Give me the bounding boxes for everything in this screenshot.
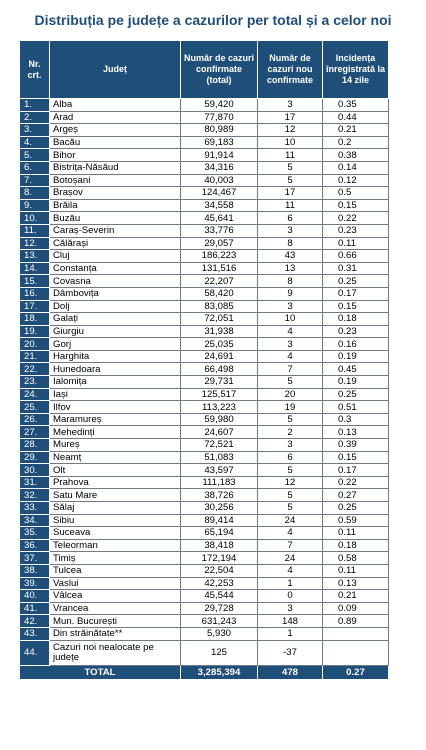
table-row	[20, 363, 389, 376]
new-cases: 1	[258, 577, 323, 590]
table-row	[20, 262, 389, 275]
incidence-14-days: 0.12	[323, 174, 389, 187]
row-number: 30.	[20, 464, 50, 477]
new-cases: 19	[258, 401, 323, 414]
table-row	[20, 187, 389, 200]
row-number: 24.	[20, 388, 50, 401]
incidence-14-days: 0.22	[323, 212, 389, 225]
new-cases: 3	[258, 300, 323, 313]
total-cases: 172,194	[181, 552, 258, 565]
total-cases: 72,521	[181, 439, 258, 452]
county-name: Ialomița	[50, 376, 181, 389]
table-row	[20, 174, 389, 187]
table-body	[20, 99, 389, 680]
new-cases: 17	[258, 111, 323, 124]
table-row	[20, 552, 389, 565]
incidence-14-days: 0.89	[323, 615, 389, 628]
row-number: 14.	[20, 262, 50, 275]
new-cases: 10	[258, 313, 323, 326]
county-name: Vâlcea	[50, 590, 181, 603]
new-cases: 20	[258, 388, 323, 401]
table-row	[20, 514, 389, 527]
county-name: Sibiu	[50, 514, 181, 527]
table-row	[20, 99, 389, 112]
incidence-14-days: 0.22	[323, 476, 389, 489]
row-number: 19.	[20, 325, 50, 338]
total-cases: 43,597	[181, 464, 258, 477]
incidence-14-days: 0.15	[323, 451, 389, 464]
total-cases: 5,930	[181, 627, 258, 640]
incidence-14-days: 0.2	[323, 136, 389, 149]
new-cases: 3	[258, 439, 323, 452]
incidence-14-days: 0.15	[323, 199, 389, 212]
total-cases: 91,914	[181, 149, 258, 162]
county-name: Olt	[50, 464, 181, 477]
county-name: Hunedoara	[50, 363, 181, 376]
row-number: 43.	[20, 627, 50, 640]
county-name: Harghita	[50, 350, 181, 363]
header-judet: Județ	[50, 41, 181, 99]
new-cases: 10	[258, 136, 323, 149]
table-row	[20, 224, 389, 237]
table-header-row	[20, 41, 389, 99]
total-cases: 125,517	[181, 388, 258, 401]
total-cases: 77,870	[181, 111, 258, 124]
total-cases: 25,035	[181, 338, 258, 351]
new-cases: 5	[258, 489, 323, 502]
county-name: Neamț	[50, 451, 181, 464]
table-row	[20, 527, 389, 540]
new-cases: 3	[258, 602, 323, 615]
table-row	[20, 136, 389, 149]
new-cases: 24	[258, 514, 323, 527]
total-cases-sum: 3,285,394	[181, 665, 258, 679]
row-number: 26.	[20, 413, 50, 426]
new-cases: 7	[258, 539, 323, 552]
table-row	[20, 502, 389, 515]
county-name: Suceava	[50, 527, 181, 540]
county-name: Vrancea	[50, 602, 181, 615]
county-name: Constanța	[50, 262, 181, 275]
header-nr: Nr. crt.	[20, 41, 50, 99]
row-number: 22.	[20, 363, 50, 376]
row-number: 37.	[20, 552, 50, 565]
table-row	[20, 464, 389, 477]
table-row	[20, 325, 389, 338]
total-cases: 69,183	[181, 136, 258, 149]
row-number: 15.	[20, 275, 50, 288]
table-row	[20, 313, 389, 326]
new-cases: 5	[258, 464, 323, 477]
new-cases: 4	[258, 564, 323, 577]
table-row	[20, 275, 389, 288]
row-number: 1.	[20, 99, 50, 112]
total-cases: 24,607	[181, 426, 258, 439]
row-number: 23.	[20, 376, 50, 389]
row-number: 2.	[20, 111, 50, 124]
table-row	[20, 111, 389, 124]
total-cases: 45,544	[181, 590, 258, 603]
county-name: Vaslui	[50, 577, 181, 590]
total-cases: 83,085	[181, 300, 258, 313]
table-row	[20, 161, 389, 174]
county-name: Prahova	[50, 476, 181, 489]
county-name: Mun. București	[50, 615, 181, 628]
incidence-14-days: 0.19	[323, 350, 389, 363]
total-new-cases: 478	[258, 665, 323, 679]
row-number: 31.	[20, 476, 50, 489]
incidence-14-days: 0.23	[323, 224, 389, 237]
new-cases: 9	[258, 287, 323, 300]
incidence-14-days: 0.11	[323, 527, 389, 540]
county-name: Cazuri noi nealocate pe județe	[50, 640, 181, 665]
new-cases: 4	[258, 325, 323, 338]
header-incidenta: Incidența înregistrată la 14 zile	[323, 41, 389, 99]
total-row	[20, 665, 389, 679]
row-number: 29.	[20, 451, 50, 464]
total-cases: 131,516	[181, 262, 258, 275]
incidence-14-days	[323, 627, 389, 640]
incidence-14-days: 0.35	[323, 99, 389, 112]
county-name: Satu Mare	[50, 489, 181, 502]
row-number: 42.	[20, 615, 50, 628]
table-row	[20, 602, 389, 615]
total-cases: 186,223	[181, 250, 258, 263]
incidence-14-days: 0.51	[323, 401, 389, 414]
county-name: Buzău	[50, 212, 181, 225]
incidence-14-days: 0.21	[323, 590, 389, 603]
incidence-14-days: 0.16	[323, 338, 389, 351]
row-number: 38.	[20, 564, 50, 577]
table-row	[20, 287, 389, 300]
county-name: Sălaj	[50, 502, 181, 515]
total-cases: 80,989	[181, 124, 258, 137]
table-row	[20, 250, 389, 263]
table-row	[20, 350, 389, 363]
new-cases: 5	[258, 413, 323, 426]
total-cases: 111,183	[181, 476, 258, 489]
new-cases: 24	[258, 552, 323, 565]
total-cases: 113,223	[181, 401, 258, 414]
table-row	[20, 300, 389, 313]
total-cases: 22,504	[181, 564, 258, 577]
total-cases: 34,316	[181, 161, 258, 174]
table-row	[20, 615, 389, 628]
county-cases-table	[19, 40, 389, 680]
table-row	[20, 124, 389, 137]
new-cases: 5	[258, 502, 323, 515]
incidence-14-days: 0.18	[323, 539, 389, 552]
new-cases: 6	[258, 451, 323, 464]
new-cases: 8	[258, 237, 323, 250]
county-name: Timiș	[50, 552, 181, 565]
table-row	[20, 564, 389, 577]
incidence-14-days: 0.31	[323, 262, 389, 275]
row-number: 32.	[20, 489, 50, 502]
incidence-14-days: 0.39	[323, 439, 389, 452]
total-cases: 30,256	[181, 502, 258, 515]
total-cases: 59,420	[181, 99, 258, 112]
county-name: Bihor	[50, 149, 181, 162]
table-row	[20, 489, 389, 502]
new-cases: 2	[258, 426, 323, 439]
county-name: Bacău	[50, 136, 181, 149]
county-name: Mehedinți	[50, 426, 181, 439]
county-name: Ilfov	[50, 401, 181, 414]
row-number: 9.	[20, 199, 50, 212]
total-cases: 34,558	[181, 199, 258, 212]
total-cases: 65,194	[181, 527, 258, 540]
total-cases: 42,253	[181, 577, 258, 590]
county-name: Cluj	[50, 250, 181, 263]
header-total: Număr de cazuri confirmate (total)	[181, 41, 258, 99]
county-name: Teleorman	[50, 539, 181, 552]
row-number: 10.	[20, 212, 50, 225]
page-title: Distribuția pe județe a cazurilor per total și a celor noi	[34, 12, 392, 28]
incidence-14-days: 0.45	[323, 363, 389, 376]
total-cases: 89,414	[181, 514, 258, 527]
row-number: 12.	[20, 237, 50, 250]
total-cases: 631,243	[181, 615, 258, 628]
row-number: 3.	[20, 124, 50, 137]
row-number: 36.	[20, 539, 50, 552]
incidence-14-days: 0.59	[323, 514, 389, 527]
table-row	[20, 426, 389, 439]
county-name: Maramureș	[50, 413, 181, 426]
incidence-14-days: 0.3	[323, 413, 389, 426]
total-incidence: 0.27	[323, 665, 389, 679]
new-cases: 8	[258, 275, 323, 288]
table-row	[20, 338, 389, 351]
incidence-14-days: 0.25	[323, 275, 389, 288]
county-name: Mureș	[50, 439, 181, 452]
row-number: 34.	[20, 514, 50, 527]
new-cases: 1	[258, 627, 323, 640]
new-cases: 3	[258, 338, 323, 351]
row-number: 35.	[20, 527, 50, 540]
new-cases: 4	[258, 527, 323, 540]
table-row	[20, 237, 389, 250]
total-cases: 72,051	[181, 313, 258, 326]
row-number: 41.	[20, 602, 50, 615]
row-number: 39.	[20, 577, 50, 590]
new-cases: 43	[258, 250, 323, 263]
county-name: Giurgiu	[50, 325, 181, 338]
table-row	[20, 439, 389, 452]
table-row	[20, 212, 389, 225]
incidence-14-days: 0.15	[323, 300, 389, 313]
county-name: Bistrița-Năsăud	[50, 161, 181, 174]
incidence-14-days: 0.18	[323, 313, 389, 326]
incidence-14-days: 0.13	[323, 426, 389, 439]
county-name: Arad	[50, 111, 181, 124]
header-noi: Număr de cazuri nou confirmate	[258, 41, 323, 99]
row-number: 16.	[20, 287, 50, 300]
table-row	[20, 539, 389, 552]
county-name: Argeș	[50, 124, 181, 137]
row-number: 28.	[20, 439, 50, 452]
incidence-14-days: 0.17	[323, 464, 389, 477]
new-cases: 3	[258, 99, 323, 112]
county-name: Dolj	[50, 300, 181, 313]
row-number: 44.	[20, 640, 50, 665]
county-name: Alba	[50, 99, 181, 112]
new-cases: 5	[258, 376, 323, 389]
incidence-14-days: 0.38	[323, 149, 389, 162]
incidence-14-days: 0.17	[323, 287, 389, 300]
incidence-14-days: 0.11	[323, 564, 389, 577]
incidence-14-days: 0.5	[323, 187, 389, 200]
new-cases: 6	[258, 212, 323, 225]
new-cases: 5	[258, 161, 323, 174]
total-cases: 58,420	[181, 287, 258, 300]
total-cases: 29,731	[181, 376, 258, 389]
total-cases: 29,728	[181, 602, 258, 615]
new-cases: 3	[258, 224, 323, 237]
new-cases: 11	[258, 199, 323, 212]
incidence-14-days: 0.25	[323, 502, 389, 515]
table-row	[20, 577, 389, 590]
row-number: 17.	[20, 300, 50, 313]
county-name: Din străinătate**	[50, 627, 181, 640]
total-cases: 22,207	[181, 275, 258, 288]
total-label: TOTAL	[20, 665, 181, 679]
row-number: 8.	[20, 187, 50, 200]
new-cases: 12	[258, 124, 323, 137]
row-number: 21.	[20, 350, 50, 363]
new-cases: 17	[258, 187, 323, 200]
table-row	[20, 376, 389, 389]
row-number: 27.	[20, 426, 50, 439]
county-name: Dâmbovița	[50, 287, 181, 300]
county-name: Covasna	[50, 275, 181, 288]
county-name: Caraș-Severin	[50, 224, 181, 237]
table-row	[20, 199, 389, 212]
incidence-14-days: 0.23	[323, 325, 389, 338]
incidence-14-days: 0.27	[323, 489, 389, 502]
county-name: Tulcea	[50, 564, 181, 577]
row-number: 6.	[20, 161, 50, 174]
row-number: 7.	[20, 174, 50, 187]
incidence-14-days: 0.13	[323, 577, 389, 590]
table-row	[20, 388, 389, 401]
county-name: Brașov	[50, 187, 181, 200]
incidence-14-days: 0.09	[323, 602, 389, 615]
incidence-14-days: 0.25	[323, 388, 389, 401]
row-number: 40.	[20, 590, 50, 603]
county-name: Galați	[50, 313, 181, 326]
total-cases: 40,003	[181, 174, 258, 187]
total-cases: 38,726	[181, 489, 258, 502]
total-cases: 33,776	[181, 224, 258, 237]
incidence-14-days	[323, 640, 389, 665]
incidence-14-days: 0.19	[323, 376, 389, 389]
new-cases: 148	[258, 615, 323, 628]
table-row	[20, 401, 389, 414]
county-name: Botoșani	[50, 174, 181, 187]
row-number: 33.	[20, 502, 50, 515]
new-cases: -37	[258, 640, 323, 665]
new-cases: 4	[258, 350, 323, 363]
row-number: 18.	[20, 313, 50, 326]
new-cases: 7	[258, 363, 323, 376]
county-name: Gorj	[50, 338, 181, 351]
incidence-14-days: 0.21	[323, 124, 389, 137]
new-cases: 0	[258, 590, 323, 603]
county-name: Călărași	[50, 237, 181, 250]
table-row	[20, 149, 389, 162]
total-cases: 45,641	[181, 212, 258, 225]
new-cases: 13	[258, 262, 323, 275]
row-number: 4.	[20, 136, 50, 149]
total-cases: 125	[181, 640, 258, 665]
row-number: 5.	[20, 149, 50, 162]
table-row	[20, 590, 389, 603]
incidence-14-days: 0.11	[323, 237, 389, 250]
new-cases: 5	[258, 174, 323, 187]
incidence-14-days: 0.44	[323, 111, 389, 124]
county-name: Brăila	[50, 199, 181, 212]
table-row	[20, 476, 389, 489]
table-row	[20, 451, 389, 464]
new-cases: 12	[258, 476, 323, 489]
new-cases: 11	[258, 149, 323, 162]
table-row	[20, 413, 389, 426]
total-cases: 66,498	[181, 363, 258, 376]
row-number: 25.	[20, 401, 50, 414]
row-number: 20.	[20, 338, 50, 351]
total-cases: 38,418	[181, 539, 258, 552]
row-number: 11.	[20, 224, 50, 237]
total-cases: 59,980	[181, 413, 258, 426]
incidence-14-days: 0.14	[323, 161, 389, 174]
county-name: Iași	[50, 388, 181, 401]
total-cases: 124,467	[181, 187, 258, 200]
table-row	[20, 627, 389, 640]
incidence-14-days: 0.58	[323, 552, 389, 565]
row-number: 13.	[20, 250, 50, 263]
incidence-14-days: 0.66	[323, 250, 389, 263]
table-row	[20, 640, 389, 665]
total-cases: 51,083	[181, 451, 258, 464]
total-cases: 29,057	[181, 237, 258, 250]
total-cases: 31,938	[181, 325, 258, 338]
total-cases: 24,691	[181, 350, 258, 363]
